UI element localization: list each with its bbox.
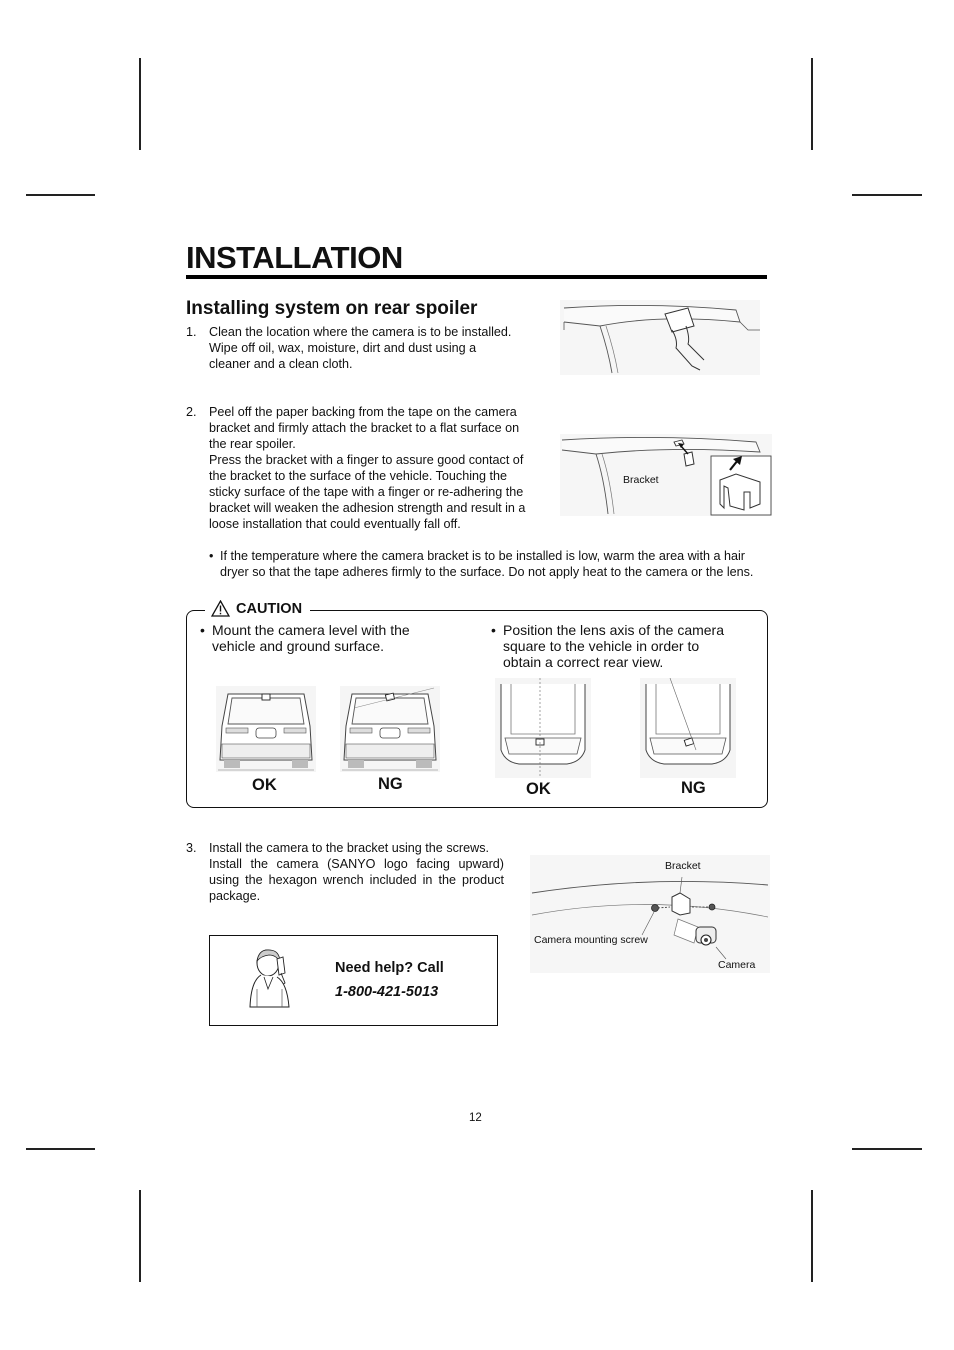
crop-mark <box>811 1190 813 1282</box>
crop-mark <box>26 1148 95 1150</box>
step-line: bracket and firmly attach the bracket to a flat surface on <box>209 421 520 435</box>
caution-line: Mount the camera level with the <box>212 622 410 638</box>
step-1 <box>186 324 526 372</box>
step-number: 2. <box>186 405 197 419</box>
step-line: Install the camera (SANYO logo facing upward) using the hexagon wrench included in the product package. <box>209 857 504 903</box>
step-line: cleaner and a clean cloth. <box>209 357 353 371</box>
step-line: Press the bracket with a finger to assure good contact of <box>209 453 524 467</box>
bullet-dot: • <box>209 549 214 563</box>
bullet-dot: • <box>491 622 496 638</box>
help-phone-number: 1-800-421-5013 <box>335 984 439 1000</box>
ng-label: NG <box>378 775 403 793</box>
page-number: 12 <box>469 1112 482 1124</box>
step-number: 1. <box>186 325 197 339</box>
ok-label: OK <box>252 776 277 794</box>
caution-line: square to the vehicle in order to <box>503 638 700 654</box>
crop-mark <box>139 1190 141 1282</box>
step-number: 3. <box>186 841 197 855</box>
step-line: bracket will weaken the adhesion strength and result in a <box>209 501 526 515</box>
warning-triangle-icon <box>211 600 230 617</box>
camera-label: Camera <box>718 959 756 971</box>
figure-camera-mounting <box>530 855 770 973</box>
figure-car-rear-level-ng <box>340 686 440 772</box>
caution-right-text <box>491 622 761 670</box>
ok-label: OK <box>526 780 551 798</box>
step-line: Peel off the paper backing from the tape on the camera <box>209 405 517 419</box>
ng-label: NG <box>681 779 706 797</box>
caution-line: Position the lens axis of the camera <box>503 622 725 638</box>
figure-bracket-attach <box>560 434 772 516</box>
note-line: dryer so that the tape adheres firmly to the surface. Do not apply heat to the camera or the lens. <box>220 565 754 579</box>
caution-title: CAUTION <box>236 600 303 617</box>
figure-car-top-axis-ok <box>495 678 591 778</box>
figure-cleaning-spoiler <box>560 300 760 375</box>
step-line: Wipe off oil, wax, moisture, dirt and dust using a <box>209 341 477 355</box>
step-line: the bracket to the surface of the vehicle. Touching the <box>209 469 508 483</box>
step-line: loose installation that could eventually fall off. <box>209 517 461 531</box>
bracket-label: Bracket <box>623 474 659 486</box>
screw-label: Camera mounting screw <box>534 934 648 946</box>
section-title: Installing system on rear spoiler <box>186 298 478 319</box>
bracket-label: Bracket <box>665 860 701 872</box>
step-line: sticky surface of the tape with a finger or re-adhering the <box>209 485 524 499</box>
caution-heading <box>205 600 310 617</box>
bullet-dot: • <box>200 622 205 638</box>
page-title: INSTALLATION <box>186 240 403 275</box>
note-line: If the temperature where the camera bracket is to be installed is low, warm the area with a hair <box>220 549 745 563</box>
step-2 <box>186 404 536 532</box>
phone-operator-icon <box>247 947 293 1009</box>
crop-mark <box>139 58 141 150</box>
title-rule <box>186 275 767 279</box>
step-line: Clean the location where the camera is to be installed. <box>209 325 512 339</box>
figure-car-rear-level-ok <box>216 686 316 772</box>
caution-left-text <box>200 622 460 654</box>
figure-car-top-axis-ng <box>640 678 736 778</box>
caution-line: obtain a correct rear view. <box>503 654 664 670</box>
step-line: Install the camera to the bracket using the screws. <box>209 841 489 855</box>
temperature-note <box>209 548 769 580</box>
help-title: Need help? Call <box>335 960 444 976</box>
crop-mark <box>852 194 922 196</box>
step-3 <box>186 840 504 904</box>
crop-mark <box>811 58 813 150</box>
crop-mark <box>852 1148 922 1150</box>
step-line: the rear spoiler. <box>209 437 296 451</box>
crop-mark <box>26 194 95 196</box>
caution-line: vehicle and ground surface. <box>212 638 384 654</box>
